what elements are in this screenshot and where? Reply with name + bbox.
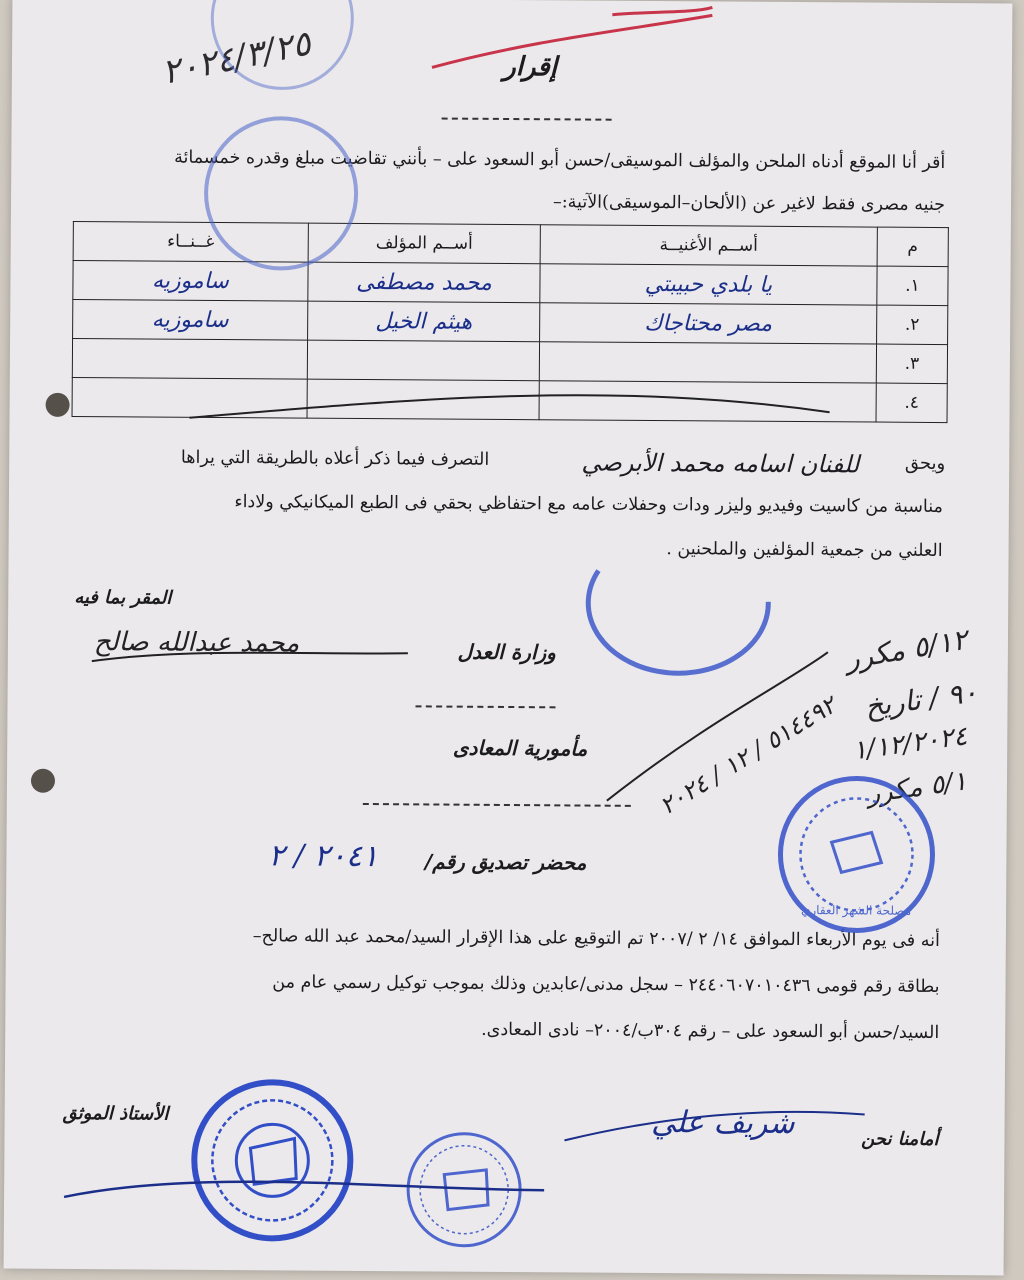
table-header-row [73, 221, 948, 266]
table-row [73, 260, 948, 305]
office-name: مأمورية المعادى [452, 735, 588, 761]
notary-label: الأستاذ الموثق [62, 1102, 169, 1125]
author-name [307, 379, 539, 420]
declarant-signature: محمد عبدالله صالح [93, 627, 300, 659]
certification-line-1: أنه فى يوم الأربعاء الموافق ١٤/ ٢ /٢٠٠٧ تم التوقيع على هذا الإقرار السيد/محمد عبد الله صالح– [252, 926, 940, 952]
margin-stamp-note: ٥١٤٤٩٢ / ١٢ / ٢٠٢٤ [654, 690, 841, 821]
rights-text-1: التصرف فيما ذكر أعلاه بالطريقة التي يراها [180, 447, 490, 470]
song-name [539, 342, 876, 383]
title-divider [442, 118, 612, 121]
header-author: أســم المؤلف [308, 223, 540, 264]
rights-beneficiary-handwriting: للفنان اسامه محمد الأبرصي [581, 448, 860, 479]
song-name: مصر محتاجاك [540, 303, 877, 344]
official-stamp-bottom-right [408, 1133, 521, 1246]
table-row [72, 338, 947, 383]
singer-name: ساموزيه [73, 260, 308, 301]
record-label: محضر تصديق رقم/ [424, 849, 587, 875]
rights-text-2: مناسبة من كاسيت وفيديو وليزر ودات وحفلات عامه مع احتفاظي بحقي فى الطبع الميكانيكي ولاداء [234, 492, 943, 518]
record-number: ٢٠٤١ / ٢ [268, 838, 379, 875]
header-song: أســم الأغنيــة [540, 225, 877, 266]
singer-name [72, 338, 307, 379]
rights-text-3: العلني من جمعية المؤلفين والملحنين . [666, 539, 943, 562]
punch-hole-top [46, 393, 70, 417]
header-singer: غــنــاء [73, 221, 308, 262]
author-name: محمد مصطفى [308, 262, 540, 303]
song-name [539, 381, 876, 422]
margin-note-1: ٥/١٢ مكرر [843, 622, 970, 676]
office-divider [363, 803, 631, 807]
row-number: ١. [877, 266, 948, 305]
red-pen-stroke [612, 7, 712, 16]
margin-note-4: ٥/١ مكرر [865, 766, 969, 810]
singer-name [72, 377, 307, 418]
punch-hole-bottom [31, 769, 55, 793]
signature-stroke [64, 1180, 544, 1200]
rights-label: ويحق [904, 452, 946, 475]
row-number: ٣. [876, 344, 947, 383]
row-number: ٤. [876, 383, 947, 422]
stamp-text: مصلحة الشهر العقاري [800, 903, 912, 918]
author-name [307, 340, 539, 381]
certification-line-2: بطاقة رقم قومى ٢٤٤٠٦٠٧٠١٠٤٣٦ – سجل مدنى/عابدين وذلك بموجب توكيل رسمي عام من [272, 972, 940, 998]
song-name: يا بلدي حبيبتي [540, 264, 877, 305]
certification-line-3: السيد/حسن أبو السعود على – رقم ٣٠٤ب/٢٠٠٤– نادى المعادى. [481, 1019, 940, 1044]
margin-note-2: ٩٠ / تاريخ [862, 675, 980, 724]
author-name: هيثم الخيل [308, 301, 540, 342]
intro-line-1: أقر أنا الموقع أدناه الملحن والمؤلف الموسيقى/حسن أبو السعود على – بأنني تقاضيت مبلغ وقدره خمسمائة [174, 147, 946, 174]
top-handwritten-date: ٢٠٢٤/٣/٢٥ [158, 23, 315, 93]
songs-table [72, 221, 949, 423]
table-row [72, 377, 947, 422]
singer-name: ساموزيه [73, 299, 308, 340]
ministry-divider [415, 705, 555, 708]
margin-note-3: ١/١٢/٢٠٢٤ [850, 721, 969, 767]
partial-stamp-middle [588, 571, 769, 674]
ministry-name: وزارة العدل [457, 639, 556, 665]
official-stamp-bottom-left [194, 1082, 351, 1239]
declarant-label: المقر بما فيه [74, 586, 172, 609]
document-page [4, 0, 1013, 1275]
notary-signature: شريف علي [651, 1105, 795, 1142]
intro-line-2: جنيه مصرى فقط لاغير عن (الألحان–الموسيقى)الآتية:– [552, 192, 946, 216]
row-number: ٢. [877, 305, 948, 344]
red-pen-stroke [432, 13, 712, 69]
document-title: إقرار [503, 51, 558, 83]
header-number: م [877, 227, 948, 266]
table-row [73, 299, 948, 344]
before-us-label: أمامنا نحن [861, 1128, 939, 1151]
